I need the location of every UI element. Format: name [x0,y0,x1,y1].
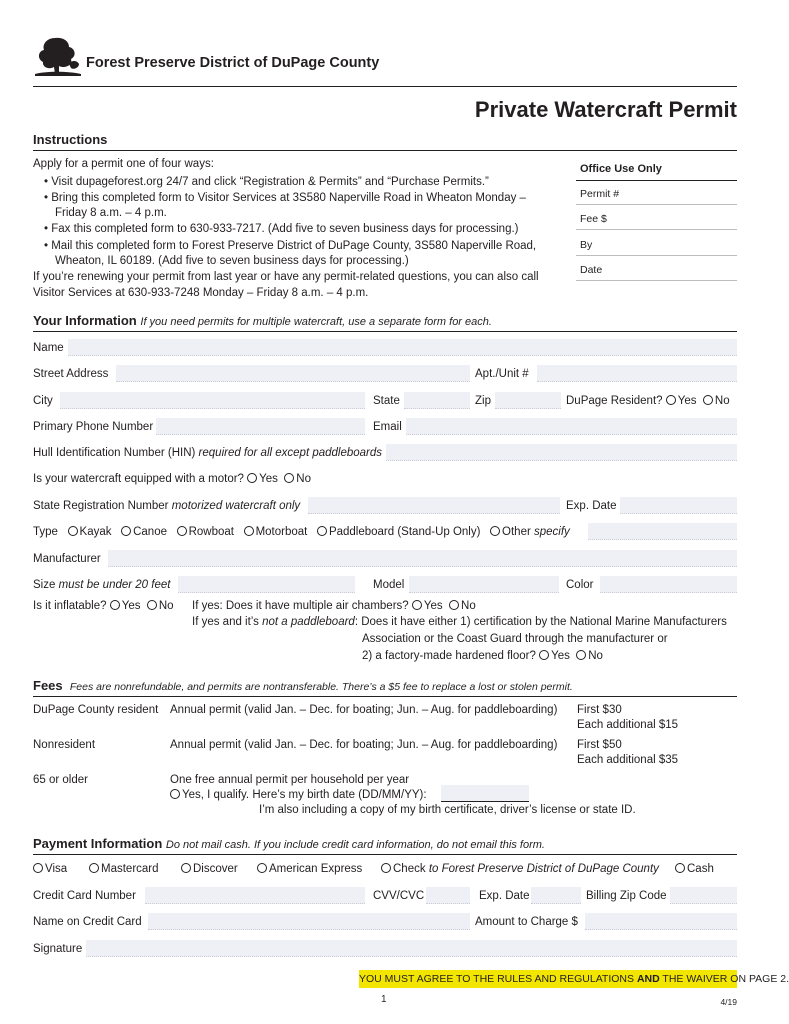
fee-nonresident-desc: Annual permit (valid Jan. – Dec. for boating; Jun. – Aug. for paddleboarding) [170,739,558,751]
fee-resident-additional: Each additional $15 [577,719,679,731]
resident-label: DuPage Resident? [566,395,663,407]
instructions-rule [33,150,737,151]
type-kayak-label: Kayak [79,526,112,538]
office-by-label: By [580,239,593,251]
floor-yes-radio[interactable] [539,650,549,660]
fee-resident-who: DuPage County resident [33,704,159,716]
motor-label: Is your watercraft equipped with a motor? [33,473,244,485]
type-other-specify: specify [534,526,570,538]
pay-check [381,862,659,876]
signature-input[interactable] [86,940,737,957]
banner-and: AND [636,973,660,985]
size-row [33,578,170,592]
zip-input[interactable] [495,392,561,409]
motor-no-label: No [296,473,311,485]
floor-no-label: No [588,650,603,662]
amount-label: Amount to Charge $ [475,916,578,928]
type-motorboat-label: Motorboat [255,526,308,538]
type-motorboat-radio[interactable] [244,526,254,536]
inflatable-yes-radio[interactable] [110,600,120,610]
name-on-card-input[interactable] [148,913,470,930]
cc-exp-input[interactable] [531,887,581,904]
pay-mastercard [89,862,159,876]
amount-input[interactable] [585,913,737,930]
type-canoe-radio[interactable] [121,526,131,536]
payment-heading [33,836,545,851]
your-info-title: Your Information [33,313,137,328]
chambers-no-label: No [461,600,476,612]
type-label: Type [33,526,58,538]
page-number: 1 [381,994,387,1005]
type-other-radio[interactable] [490,526,500,536]
name-label: Name [33,342,64,354]
size-note: must be under 20 feet [58,579,171,591]
your-info-note: If you need permits for multiple watercraft, use a separate form for each. [140,316,492,328]
type-rowboat-label: Rowboat [188,526,234,538]
cc-number-input[interactable] [145,887,365,904]
check-label: Check [393,863,426,875]
visa-label: Visa [45,863,68,875]
exp-date-label: Exp. Date [566,500,617,512]
pay-amex [257,862,362,876]
cvv-input[interactable] [426,887,470,904]
pay-cash [675,862,714,876]
cert-text-d: 2) a factory-made hardened floor? [362,650,536,662]
instructions-heading: Instructions [33,132,108,147]
inflatable-yes-label: Yes [121,600,141,612]
cert-text-a: If yes and it’s [192,616,259,628]
cvv-label: CVV/CVC [373,890,425,902]
fee-resident-first: First $30 [577,704,622,716]
fee-resident-desc: Annual permit (valid Jan. – Dec. for boating; Jun. – Aug. for paddleboarding) [170,704,558,716]
hin-label: Hull Identification Number (HIN) [33,447,196,459]
visa-radio[interactable] [33,863,43,873]
office-fee-label: Fee $ [580,213,607,225]
type-paddleboard-label: Paddleboard (Stand-Up Only) [328,526,481,538]
senior-qualify-row [170,788,427,802]
state-reg-input[interactable] [308,497,560,514]
senior-qualify-radio[interactable] [170,789,180,799]
office-date-field[interactable] [576,280,737,281]
your-info-heading [33,313,492,328]
size-label: Size [33,579,56,591]
hin-row [33,446,382,460]
cc-exp-label: Exp. Date [479,890,530,902]
fees-note: Fees are nonrefundable, and permits are nontransferable. There’s a $5 fee to replace a lost or stolen permit. [69,681,573,693]
inflatable-no-label: No [158,600,174,612]
type-row [33,525,570,539]
pay-visa [33,862,67,876]
billing-zip-input[interactable] [670,887,737,904]
hin-note: required for all except paddleboards [198,447,383,459]
rules-banner [359,970,789,988]
certification-line-3 [362,649,603,663]
cash-radio[interactable] [675,863,685,873]
street-label: Street Address [33,368,109,380]
office-by-field[interactable] [576,255,737,256]
color-input[interactable] [600,576,737,593]
state-reg-note: motorized watercraft only [171,500,301,512]
instruction-bring-b: Friday 8 a.m. – 4 p.m. [55,207,167,219]
floor-no-radio[interactable] [576,650,586,660]
your-info-rule [33,331,737,332]
motor-yes-radio[interactable] [247,473,257,483]
type-other-label: Other [502,526,531,538]
phone-label: Primary Phone Number [33,421,154,433]
city-input[interactable] [60,392,365,409]
name-on-card-label: Name on Credit Card [33,916,142,928]
cert-text-b: : Does it have either 1) certification by the National Marine Manufacturers [354,616,727,628]
type-canoe-label: Canoe [133,526,167,538]
email-label: Email [373,421,402,433]
instruction-mail-a: • Mail this completed form to Forest Preserve District of DuPage County, 3S580 Naperville Road, [44,240,537,252]
birth-date-input[interactable] [441,785,529,802]
color-label: Color [566,579,594,591]
chambers-yes-label: Yes [423,600,443,612]
org-name: Forest Preserve District of DuPage County [86,55,380,71]
billing-zip-label: Billing Zip Code [586,890,667,902]
page-title: Private Watercraft Permit [474,97,737,122]
state-reg-label: State Registration Number [33,500,169,512]
check-radio[interactable] [381,863,391,873]
state-reg-row [33,499,300,513]
fees-title: Fees [33,678,63,693]
fee-nonresident-who: Nonresident [33,739,96,751]
motor-yes-label: Yes [259,473,278,485]
type-rowboat-radio[interactable] [177,526,187,536]
cc-number-label: Credit Card Number [33,890,136,902]
apt-input[interactable] [537,365,737,382]
payment-title: Payment Information [33,836,163,851]
instruction-renew-b: Visitor Services at 630-933-7248 Monday – Friday 8 a.m. – 4 p.m. [33,287,369,299]
senior-qualify-label: Yes, I qualify. Here’s my birth date (DD/MM/YY): [182,789,427,801]
discover-label: Discover [193,863,238,875]
banner-text-a: YOU MUST AGREE TO THE RULES AND REGULATIONS [359,973,635,985]
fee-nonresident-first: First $50 [577,739,622,751]
model-label: Model [373,579,405,591]
zip-label: Zip [475,395,491,407]
instruction-web: • Visit dupageforest.org 24/7 and click “Registration & Permits” and “Purchase Permits.” [44,176,489,188]
fee-senior-desc: One free annual permit per household per year [170,774,410,786]
chambers-no-radio[interactable] [449,600,459,610]
phone-input[interactable] [156,418,365,435]
resident-question [566,394,730,408]
chambers-yes-radio[interactable] [412,600,422,610]
state-label: State [373,395,400,407]
header-rule [33,86,737,87]
motor-no-radio[interactable] [284,473,294,483]
inflatable-row [33,599,174,613]
inflatable-no-radio[interactable] [147,600,157,610]
office-permit-label: Permit # [580,188,620,200]
instruction-fax: • Fax this completed form to 630-933-7217. (Add five to seven business days for processing.) [44,223,519,235]
size-input[interactable] [178,576,355,593]
exp-date-input[interactable] [620,497,737,514]
motor-row [33,472,311,486]
inflatable-label: Is it inflatable? [33,600,107,612]
amex-label: American Express [269,863,363,875]
apt-label: Apt./Unit # [475,368,529,380]
type-other-input[interactable] [588,523,737,540]
fees-heading [33,678,573,693]
resident-no-radio[interactable] [703,395,713,405]
fees-rule [33,696,737,697]
mastercard-radio[interactable] [89,863,99,873]
form-version: 4/19 [720,997,737,1007]
banner-text-b: THE WAIVER ON PAGE 2. [662,973,789,985]
office-fee-field[interactable] [576,229,737,230]
hin-input[interactable] [386,444,737,461]
email-input[interactable] [406,418,737,435]
tree-logo [33,34,83,78]
type-paddleboard-radio[interactable] [317,526,327,536]
manufacturer-input[interactable] [108,550,737,567]
chambers-label: If yes: Does it have multiple air chambers? [192,600,409,612]
model-input[interactable] [409,576,559,593]
signature-label: Signature [33,943,83,955]
office-use-heading: Office Use Only [580,163,662,175]
chambers-row [192,599,476,613]
city-label: City [33,395,53,407]
state-input[interactable] [404,392,470,409]
payment-rule [33,854,737,855]
cert-not-paddleboard: not a paddleboard [262,616,355,628]
name-input[interactable] [68,339,737,356]
certification-line-2: Association or the Coast Guard through the manufacturer or [362,633,668,645]
amex-radio[interactable] [257,863,267,873]
instruction-bring-a: • Bring this completed form to Visitor Services at 3S580 Naperville Road in Wheaton Monday – [44,192,526,204]
instruction-mail-b: Wheaton, IL 60189. (Add five to seven business days for processing.) [55,255,409,267]
office-rule [576,180,737,181]
resident-no-label: No [714,395,730,407]
discover-radio[interactable] [181,863,191,873]
instructions-intro: Apply for a permit one of four ways: [33,158,214,170]
payment-note: Do not mail cash. If you include credit card information, do not email this form. [165,839,545,851]
mastercard-label: Mastercard [101,863,159,875]
type-kayak-radio[interactable] [68,526,78,536]
pay-discover [181,862,238,876]
fee-senior-who: 65 or older [33,774,88,786]
manufacturer-label: Manufacturer [33,553,101,565]
instruction-renew-a: If you’re renewing your permit from last year or have any permit-related questions, you can also call [33,271,539,283]
senior-copy-note: I’m also including a copy of my birth certificate, driver’s license or state ID. [259,804,636,816]
floor-yes-label: Yes [551,650,570,662]
resident-yes-radio[interactable] [666,395,676,405]
office-permit-field[interactable] [576,204,737,205]
certification-line-1 [192,615,727,629]
office-date-label: Date [580,264,603,276]
fee-nonresident-additional: Each additional $35 [577,754,679,766]
street-input[interactable] [116,365,470,382]
resident-yes-label: Yes [677,395,697,407]
cash-label: Cash [687,863,714,875]
check-payee: to Forest Preserve District of DuPage County [428,863,659,875]
